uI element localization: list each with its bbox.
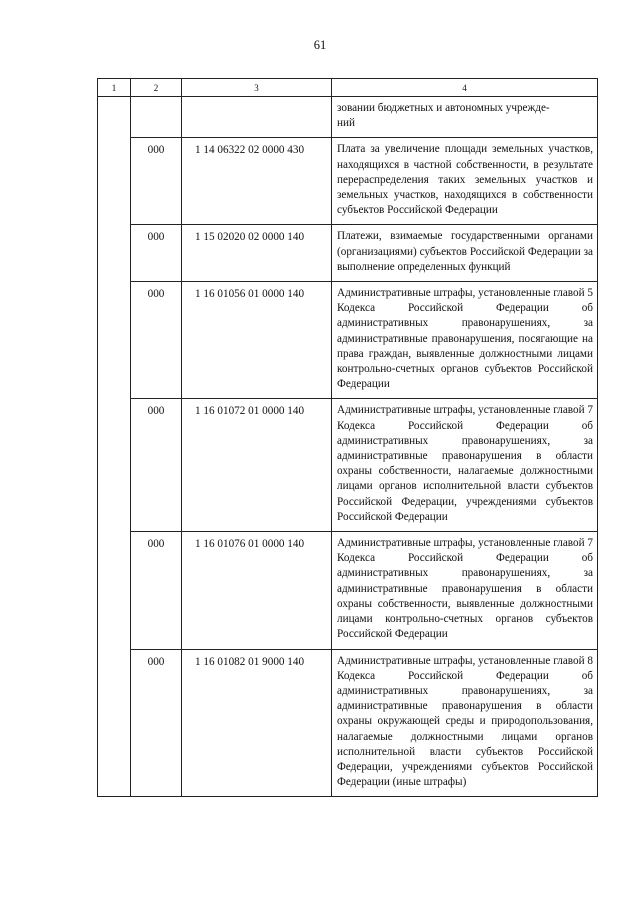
- table-row: [98, 225, 598, 282]
- column-1-cell: [98, 97, 131, 797]
- admin-code: 000: [131, 225, 182, 282]
- income-name: Административные штрафы, установленные главой 7 Кодекса Российской Федерации об административных правонарушениях, за административные правонарушения в области охраны собственности, выявленные должностными лицами контрольно-счетных органов субъектов Российской Федерации: [332, 532, 598, 649]
- admin-code: 000: [131, 649, 182, 797]
- table-row: [98, 649, 598, 797]
- admin-code: 000: [131, 532, 182, 649]
- budget-code: 1 14 06322 02 0000 430: [182, 138, 332, 225]
- header-col-2: 2: [131, 79, 182, 97]
- table-row: [98, 532, 598, 649]
- income-name: Административные штрафы, установленные главой 8 Кодекса Российской Федерации об административных правонарушениях, за административные правонарушения в области охраны окружающей среды и природопользования, налагаемые должностными лицами органов исполнительной власти субъектов Российской Федерации, учреждениями субъектов Российской Федерации (иные штрафы): [332, 649, 598, 797]
- header-col-3: 3: [182, 79, 332, 97]
- income-name: Административные штрафы, установленные главой 7 Кодекса Российской Федерации об административных правонарушениях, за административные правонарушения в области охраны собственности, налагаемые должностными лицами органов исполнительной власти субъектов Российской Федерации, учреждениями субъектов Российской Федерации: [332, 399, 598, 532]
- income-name: Административные штрафы, установленные главой 5 Кодекса Российской Федерации об административных правонарушениях, за административные правонарушения, посягающие на права граждан, выявленные должностными лицами контрольно-счетных органов субъектов Российской Федерации: [332, 282, 598, 399]
- budget-code: 1 15 02020 02 0000 140: [182, 225, 332, 282]
- code-cell-empty: [182, 97, 332, 138]
- table-row: [98, 399, 598, 532]
- budget-code: 1 16 01056 01 0000 140: [182, 282, 332, 399]
- income-name: Плата за увеличение площади земельных участков, находящихся в частной собственности, в результате перераспределения таких земельных участков и земельных участков, находящихся в собственности субъектов Российской Федерации: [332, 138, 598, 225]
- admin-code: 000: [131, 399, 182, 532]
- budget-code: 1 16 01082 01 9000 140: [182, 649, 332, 797]
- budget-code: 1 16 01076 01 0000 140: [182, 532, 332, 649]
- admin-cell-empty: [131, 97, 182, 138]
- table-row: [98, 138, 598, 225]
- continuation-name-cell: зовании бюджетных и автономных учрежде- ний: [332, 97, 598, 138]
- budget-code: 1 16 01072 01 0000 140: [182, 399, 332, 532]
- header-row: [98, 79, 598, 97]
- budget-codes-table: [97, 78, 598, 797]
- header-col-1: 1: [98, 79, 131, 97]
- admin-code: 000: [131, 282, 182, 399]
- table-row-continuation: [98, 97, 598, 138]
- admin-code: 000: [131, 138, 182, 225]
- income-name: Платежи, взимаемые государственными органами (организациями) субъектов Российской Федерации за выполнение определенных функций: [332, 225, 598, 282]
- page-number: 61: [313, 38, 327, 52]
- header-col-4: 4: [332, 79, 598, 97]
- table-row: [98, 282, 598, 399]
